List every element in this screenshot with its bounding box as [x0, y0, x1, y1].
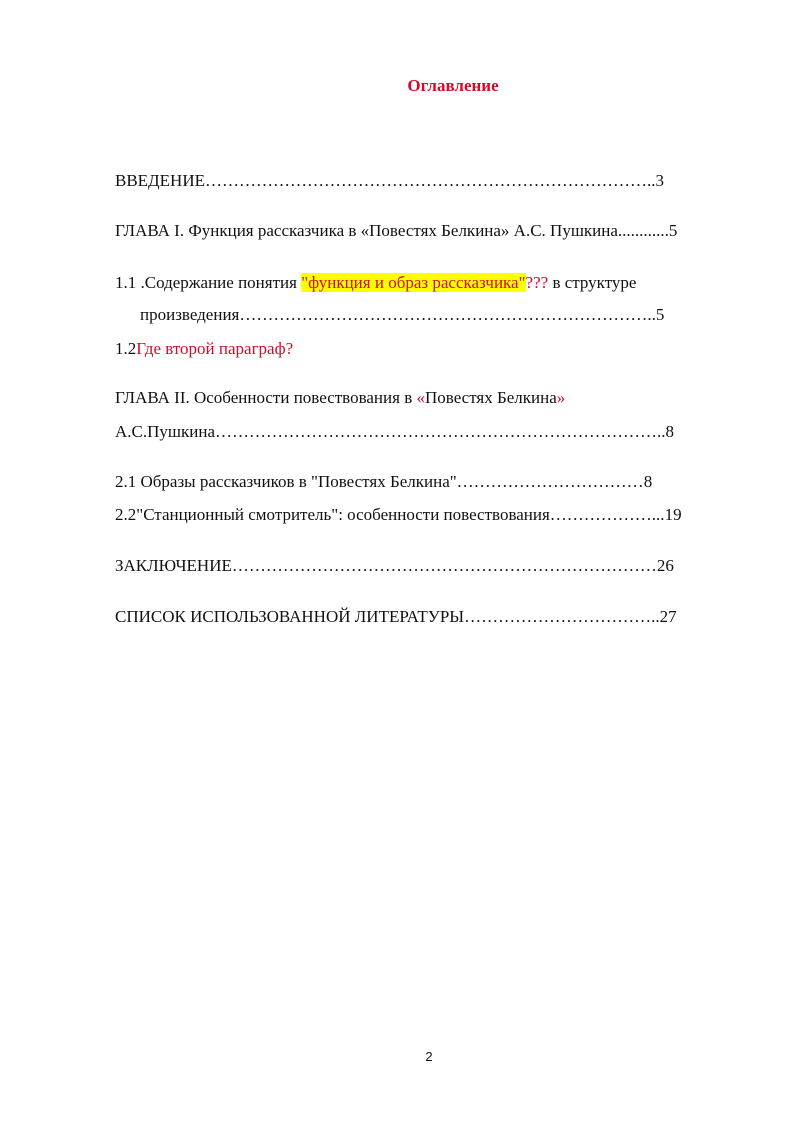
toc-entry-conclusion	[115, 556, 674, 576]
toc-entry-text: ВВЕДЕНИЕ……………………………………………………………………..	[115, 171, 656, 190]
toc-page-number: 26	[656, 556, 674, 575]
toc-page-number: 3	[655, 171, 664, 190]
question-marks: ???	[525, 273, 549, 292]
toc-entry-chapter-2-continuation	[115, 422, 674, 442]
toc-entry-text-suffix: в структуре	[548, 273, 637, 292]
toc-page-number: 19	[664, 505, 682, 524]
page-number: 2	[425, 1049, 433, 1064]
toc-entry-text: ЗАКЛЮЧЕНИЕ…………………………………………………………………	[115, 556, 657, 575]
toc-entry-text: 2.2"Станционный смотритель": особенности повествования………………...	[115, 505, 665, 524]
toc-page-number: 8	[665, 422, 674, 441]
toc-entry-text: А.С.Пушкина……………………………………………………………………..	[115, 422, 666, 441]
toc-entry-section-1-2	[115, 339, 293, 359]
toc-entry-section-2-2	[115, 505, 682, 525]
toc-entry-bibliography	[115, 607, 677, 627]
toc-entry-text: произведения………………………………………………………………..	[140, 305, 656, 324]
toc-entry-section-1-1-continuation	[140, 305, 664, 325]
toc-page-number: 5	[655, 305, 665, 324]
toc-page-number: 27	[659, 607, 677, 626]
toc-page-number: 5	[668, 221, 678, 240]
toc-entry-chapter-1	[115, 221, 677, 241]
editor-comment: Где второй параграф?	[136, 339, 294, 358]
toc-entry-text: СПИСОК ИСПОЛЬЗОВАННОЙ ЛИТЕРАТУРЫ……………………………..	[115, 607, 660, 626]
toc-entry-text: ГЛАВА I. Функция рассказчика в «Повестях Белкина» А.С. Пушкина............	[115, 221, 669, 240]
toc-entry-section-1-1	[115, 273, 636, 293]
toc-entry-text-title: Повестях Белкина	[424, 388, 557, 407]
quote-open: «	[416, 388, 425, 407]
toc-page-number: 8	[643, 472, 653, 491]
quote-close: »	[556, 388, 566, 407]
toc-entry-section-2-1	[115, 472, 652, 492]
toc-entry-text: ГЛАВА II. Особенности повествования в	[115, 388, 417, 407]
page-title: Оглавление	[407, 76, 499, 95]
toc-entry-text: 2.1 Образы рассказчиков в "Повестях Белкина"……………………………	[115, 472, 644, 491]
toc-entry-chapter-2	[115, 388, 565, 408]
toc-entry-number: 1.2	[115, 339, 137, 358]
toc-entry-intro	[115, 171, 664, 191]
highlighted-phrase: "функция и образ рассказчика"	[301, 273, 526, 292]
toc-entry-text: 1.1 .Содержание понятия	[115, 273, 302, 292]
